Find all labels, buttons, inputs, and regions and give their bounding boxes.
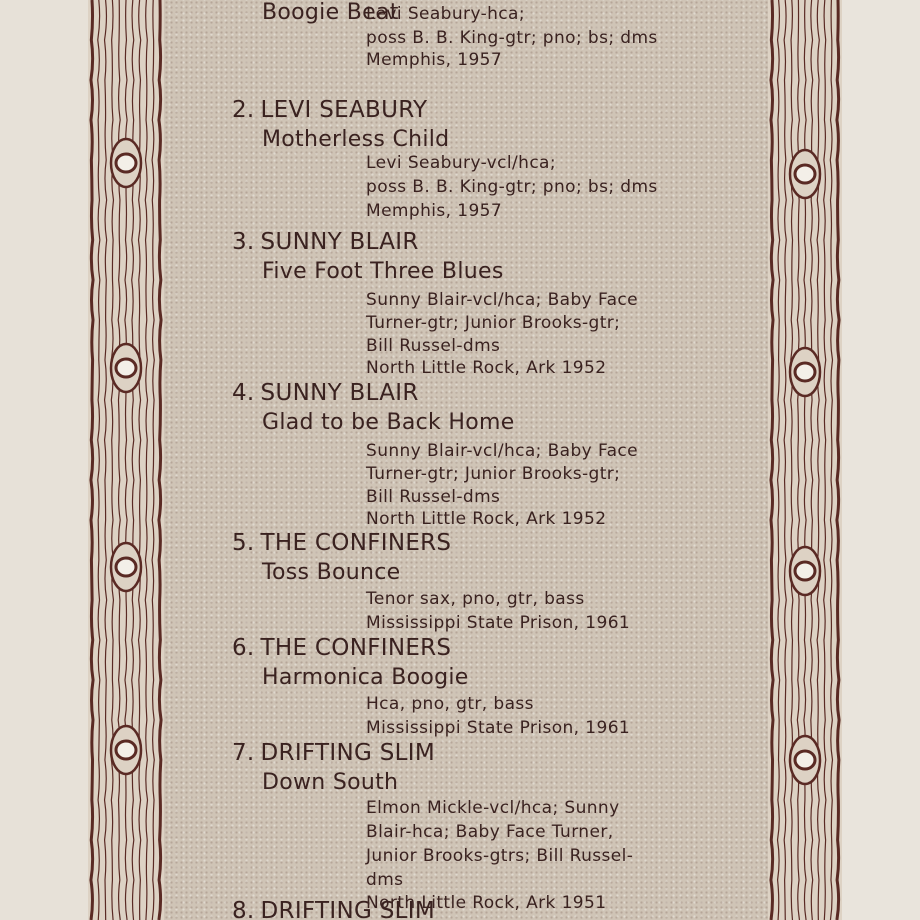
credit-line: Bill Russel-dms [366,487,501,507]
credit-line: Memphis, 1957 [366,50,503,70]
track-number-artist [232,530,451,556]
song-title: Motherless Child [262,127,450,152]
song-title: Toss Bounce [262,560,401,585]
wood-grain-graphic [88,0,164,920]
right-page-margin [842,0,920,920]
artist-name: SUNNY BLAIR [260,380,419,406]
track-number: 2. [232,97,255,123]
credit-line: dms [366,870,404,890]
wood-knot [111,726,141,774]
song-title: Down South [262,770,399,795]
credit-line: Turner-gtr; Junior Brooks-gtr; [366,313,621,333]
credit-line: poss B. B. King-gtr; pno; bs; dms [366,28,658,48]
artist-name: THE CONFINERS [260,635,452,661]
credit-line: Tenor sax, pno, gtr, bass [366,589,585,609]
left-page-margin [0,0,88,920]
wood-knot [790,547,820,595]
credit-line: North Little Rock, Ark 1952 [366,509,607,529]
track-number: 3. [232,229,255,255]
credit-line: North Little Rock, Ark 1952 [366,358,607,378]
wood-knot [790,150,820,198]
track-number: 6. [232,635,255,661]
right-wood-border [768,0,842,920]
song-title: Five Foot Three Blues [262,259,504,284]
song-title: Glad to be Back Home [262,410,515,435]
artist-name: DRIFTING SLIM [260,740,435,766]
credit-line: Mississippi State Prison, 1961 [366,613,631,633]
credit-line: Mississippi State Prison, 1961 [366,718,631,738]
artist-name: THE CONFINERS [260,530,452,556]
left-wood-border [88,0,164,920]
credit-line: Hca, pno, gtr, bass [366,694,534,714]
credit-line: Bill Russel-dms [366,336,501,356]
wood-knot [111,543,141,591]
credit-line: Levi Seabury-vcl/hca; [366,153,557,173]
track-number-artist [232,229,419,255]
track-number: 7. [232,740,255,766]
credit-line: Sunny Blair-vcl/hca; Baby Face [366,441,638,461]
credit-line: Blair-hca; Baby Face Turner, [366,822,614,842]
credit-line: Elmon Mickle-vcl/hca; Sunny [366,798,620,818]
artist-name: SUNNY BLAIR [260,229,419,255]
credit-line: Sunny Blair-vcl/hca; Baby Face [366,290,638,310]
artist-name: DRIFTING SLIM [260,898,435,920]
credit-line: Junior Brooks-gtrs; Bill Russel- [366,846,634,866]
track-number: 4. [232,380,255,406]
wood-knot [111,344,141,392]
credit-line: Turner-gtr; Junior Brooks-gtr; [366,464,621,484]
wood-grain-graphic [768,0,842,920]
wood-knot [111,139,141,187]
wood-knot [790,736,820,784]
song-title: Boogie Beat [262,0,399,25]
track-number-artist [232,898,435,920]
credit-line: poss B. B. King-gtr; pno; bs; dms [366,177,658,197]
track-number: 5. [232,530,255,556]
track-number-artist [232,635,451,661]
credit-line: Levi Seabury-hca; [366,4,526,24]
track-number-artist [232,740,435,766]
credit-line: North Little Rock, Ark 1951 [366,893,607,913]
artist-name: LEVI SEABURY [260,97,428,123]
track-number-artist [232,380,419,406]
track-listing-panel [164,0,768,920]
track-number-artist [232,97,427,123]
track-number: 8. [232,898,255,920]
wood-knot [790,348,820,396]
credit-line: Memphis, 1957 [366,201,503,221]
song-title: Harmonica Boogie [262,665,469,690]
